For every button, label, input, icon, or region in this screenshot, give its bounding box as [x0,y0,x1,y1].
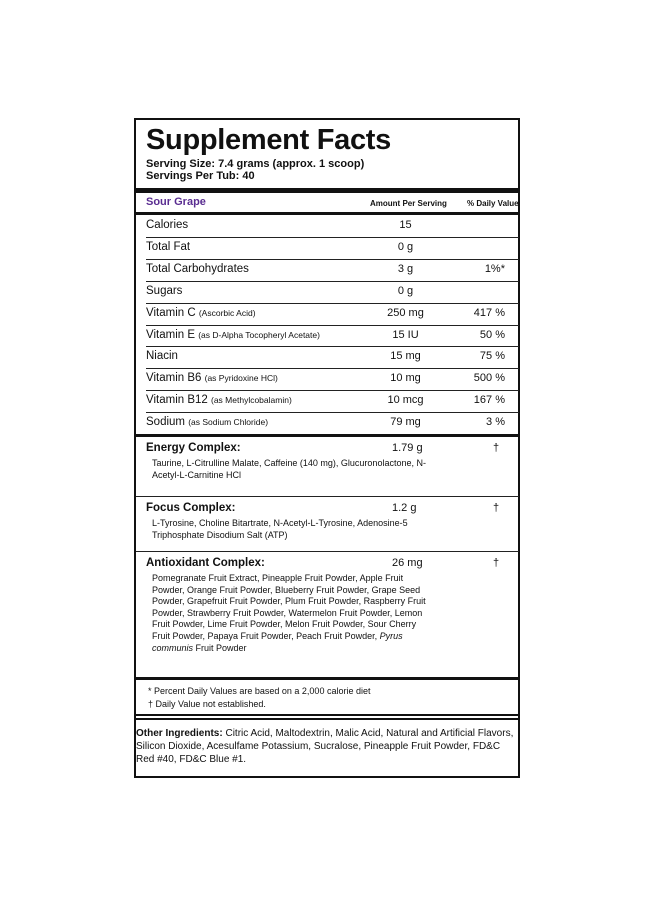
footnote-divider [136,677,519,680]
supplement-facts-panel [134,118,520,778]
complex-name: Antioxidant Complex: [146,557,265,569]
flavor-name: Sour Grape [146,196,206,208]
nutrient-row [136,325,519,347]
nutrient-name: Calories [146,219,189,231]
complex-block [136,500,519,550]
nutrient-name: Vitamin B12 (as Methylcobalamin) [146,394,292,407]
complex-daily-value: † [493,557,500,569]
nutrient-amount: 250 mg [387,306,424,319]
nutrient-name: Total Carbohydrates [146,262,249,275]
complex-name: Focus Complex: [146,502,236,514]
nutrient-amount: 0 g [397,284,414,297]
daily-value-header: % Daily Value [467,199,519,208]
complex-daily-value: † [493,502,500,514]
nutrient-daily-value: 167 % [473,394,505,407]
nutrient-amount: 10 mg [390,372,421,385]
ingredient-latin-name: Pyrus communis [152,630,403,653]
nutrient-row [136,368,519,390]
nutrient-source: (as Pyridoxine HCl) [204,373,278,384]
nutrient-source: (Ascorbic Acid) [198,307,256,318]
nutrient-amount: 15 mg [390,350,421,363]
nutrient-source: (as D-Alpha Tocopheryl Acetate) [198,329,320,340]
complex-divider [136,496,519,497]
complex-ingredients: L-Tyrosine, Choline Bitartrate, N-Acetyl-L-Tyrosine, Adenosine-5 Triphosphate Disodium Salt (ATP) [152,518,408,540]
nutrient-amount: 15 IU [392,328,419,341]
thick-divider [136,188,519,193]
nutrient-row [136,390,519,412]
nutrient-daily-value: 75 % [479,350,505,363]
nutrient-source: (as Methylcobalamin) [211,395,292,406]
serving-info [146,158,364,182]
footnote-dagger: † Daily Value not established. [148,699,266,709]
nutrient-name: Vitamin E (as D-Alpha Tocopheryl Acetate) [146,328,320,341]
complex-divider [136,434,519,437]
nutrient-amount: 0 g [397,240,414,253]
nutrient-name: Sugars [146,284,183,297]
footnote-percent: * Percent Daily Values are based on a 2,000 calorie diet [148,686,371,696]
nutrient-name: Total Fat [146,240,191,253]
other-ingredients-label: Other Ingredients: [136,728,223,739]
nutrient-name: Vitamin C (Ascorbic Acid) [146,306,256,319]
nutrient-daily-value: 3 % [486,416,505,429]
complex-daily-value: † [493,442,500,454]
nutrient-row [136,303,519,325]
nutrient-row [136,346,519,368]
complex-ingredients: Taurine, L-Citrulline Malate, Caffeine (140 mg), Glucuronolactone, N-Acetyl-L-Carnitine HCl [152,458,426,480]
nutrient-daily-value: 50 % [479,328,505,341]
nutrient-daily-value: 1%* [484,262,505,275]
complex-ingredients: Pomegranate Fruit Extract, Pineapple Fruit Powder, Apple Fruit Powder, Orange Fruit Powder, Blueberry Fruit Powder, Grape Seed Powder, Grapefruit Fruit Powder, Plum Fruit Powder, Raspberry Fruit Powder, Strawberry Fruit Powder, Watermelon Fruit Powder, Lemon Fruit Powder, Lime Fruit Powder, Melon Fruit Powder, Sour Cherry Fruit Powder, Papaya Fruit Powder, Peach Fruit Powder, Pyrus communis Fruit Powder [152,573,426,653]
nutrient-amount: 15 [399,219,412,231]
other-ingredients-text: Citric Acid, Maltodextrin, Malic Acid, Natural and Artificial Flavors, Silicon Dioxide, Acesulfame Potassium, Sucralose, Pineapple Fruit Powder, FD&C Red #40, FD&C Blue #1. [136,728,514,765]
complex-amount: 1.2 g [392,502,417,514]
nutrient-amount: 10 mcg [387,394,424,407]
complex-amount: 26 mg [392,557,423,569]
complex-name: Energy Complex: [146,442,241,454]
complex-amount: 1.79 g [392,442,423,454]
complex-block [136,555,519,675]
nutrient-row [136,215,519,237]
nutrient-amount: 3 g [397,262,414,275]
nutrient-row [136,412,519,434]
nutrient-name: Niacin [146,350,178,363]
panel-bottom-divider-2 [136,718,519,720]
nutrient-source: (as Sodium Chloride) [188,417,269,428]
complex-divider [136,551,519,552]
nutrient-amount: 79 mg [390,416,421,429]
nutrient-daily-value: 500 % [473,372,505,385]
complex-block [136,440,519,492]
nutrient-row [136,259,519,281]
nutrient-name: Vitamin B6 (as Pyridoxine HCl) [146,372,278,385]
nutrient-row [136,237,519,259]
amount-per-serving-header: Amount Per Serving [370,199,447,208]
nutrient-daily-value: 417 % [473,306,505,319]
panel-bottom-divider [136,714,519,716]
serving-size: Serving Size: 7.4 grams (approx. 1 scoop) [146,158,365,170]
panel-title: Supplement Facts [146,124,391,156]
other-ingredients [136,727,520,766]
nutrient-name: Sodium (as Sodium Chloride) [146,416,269,429]
nutrient-row [136,281,519,303]
servings-per-container: Servings Per Tub: 40 [146,170,255,182]
